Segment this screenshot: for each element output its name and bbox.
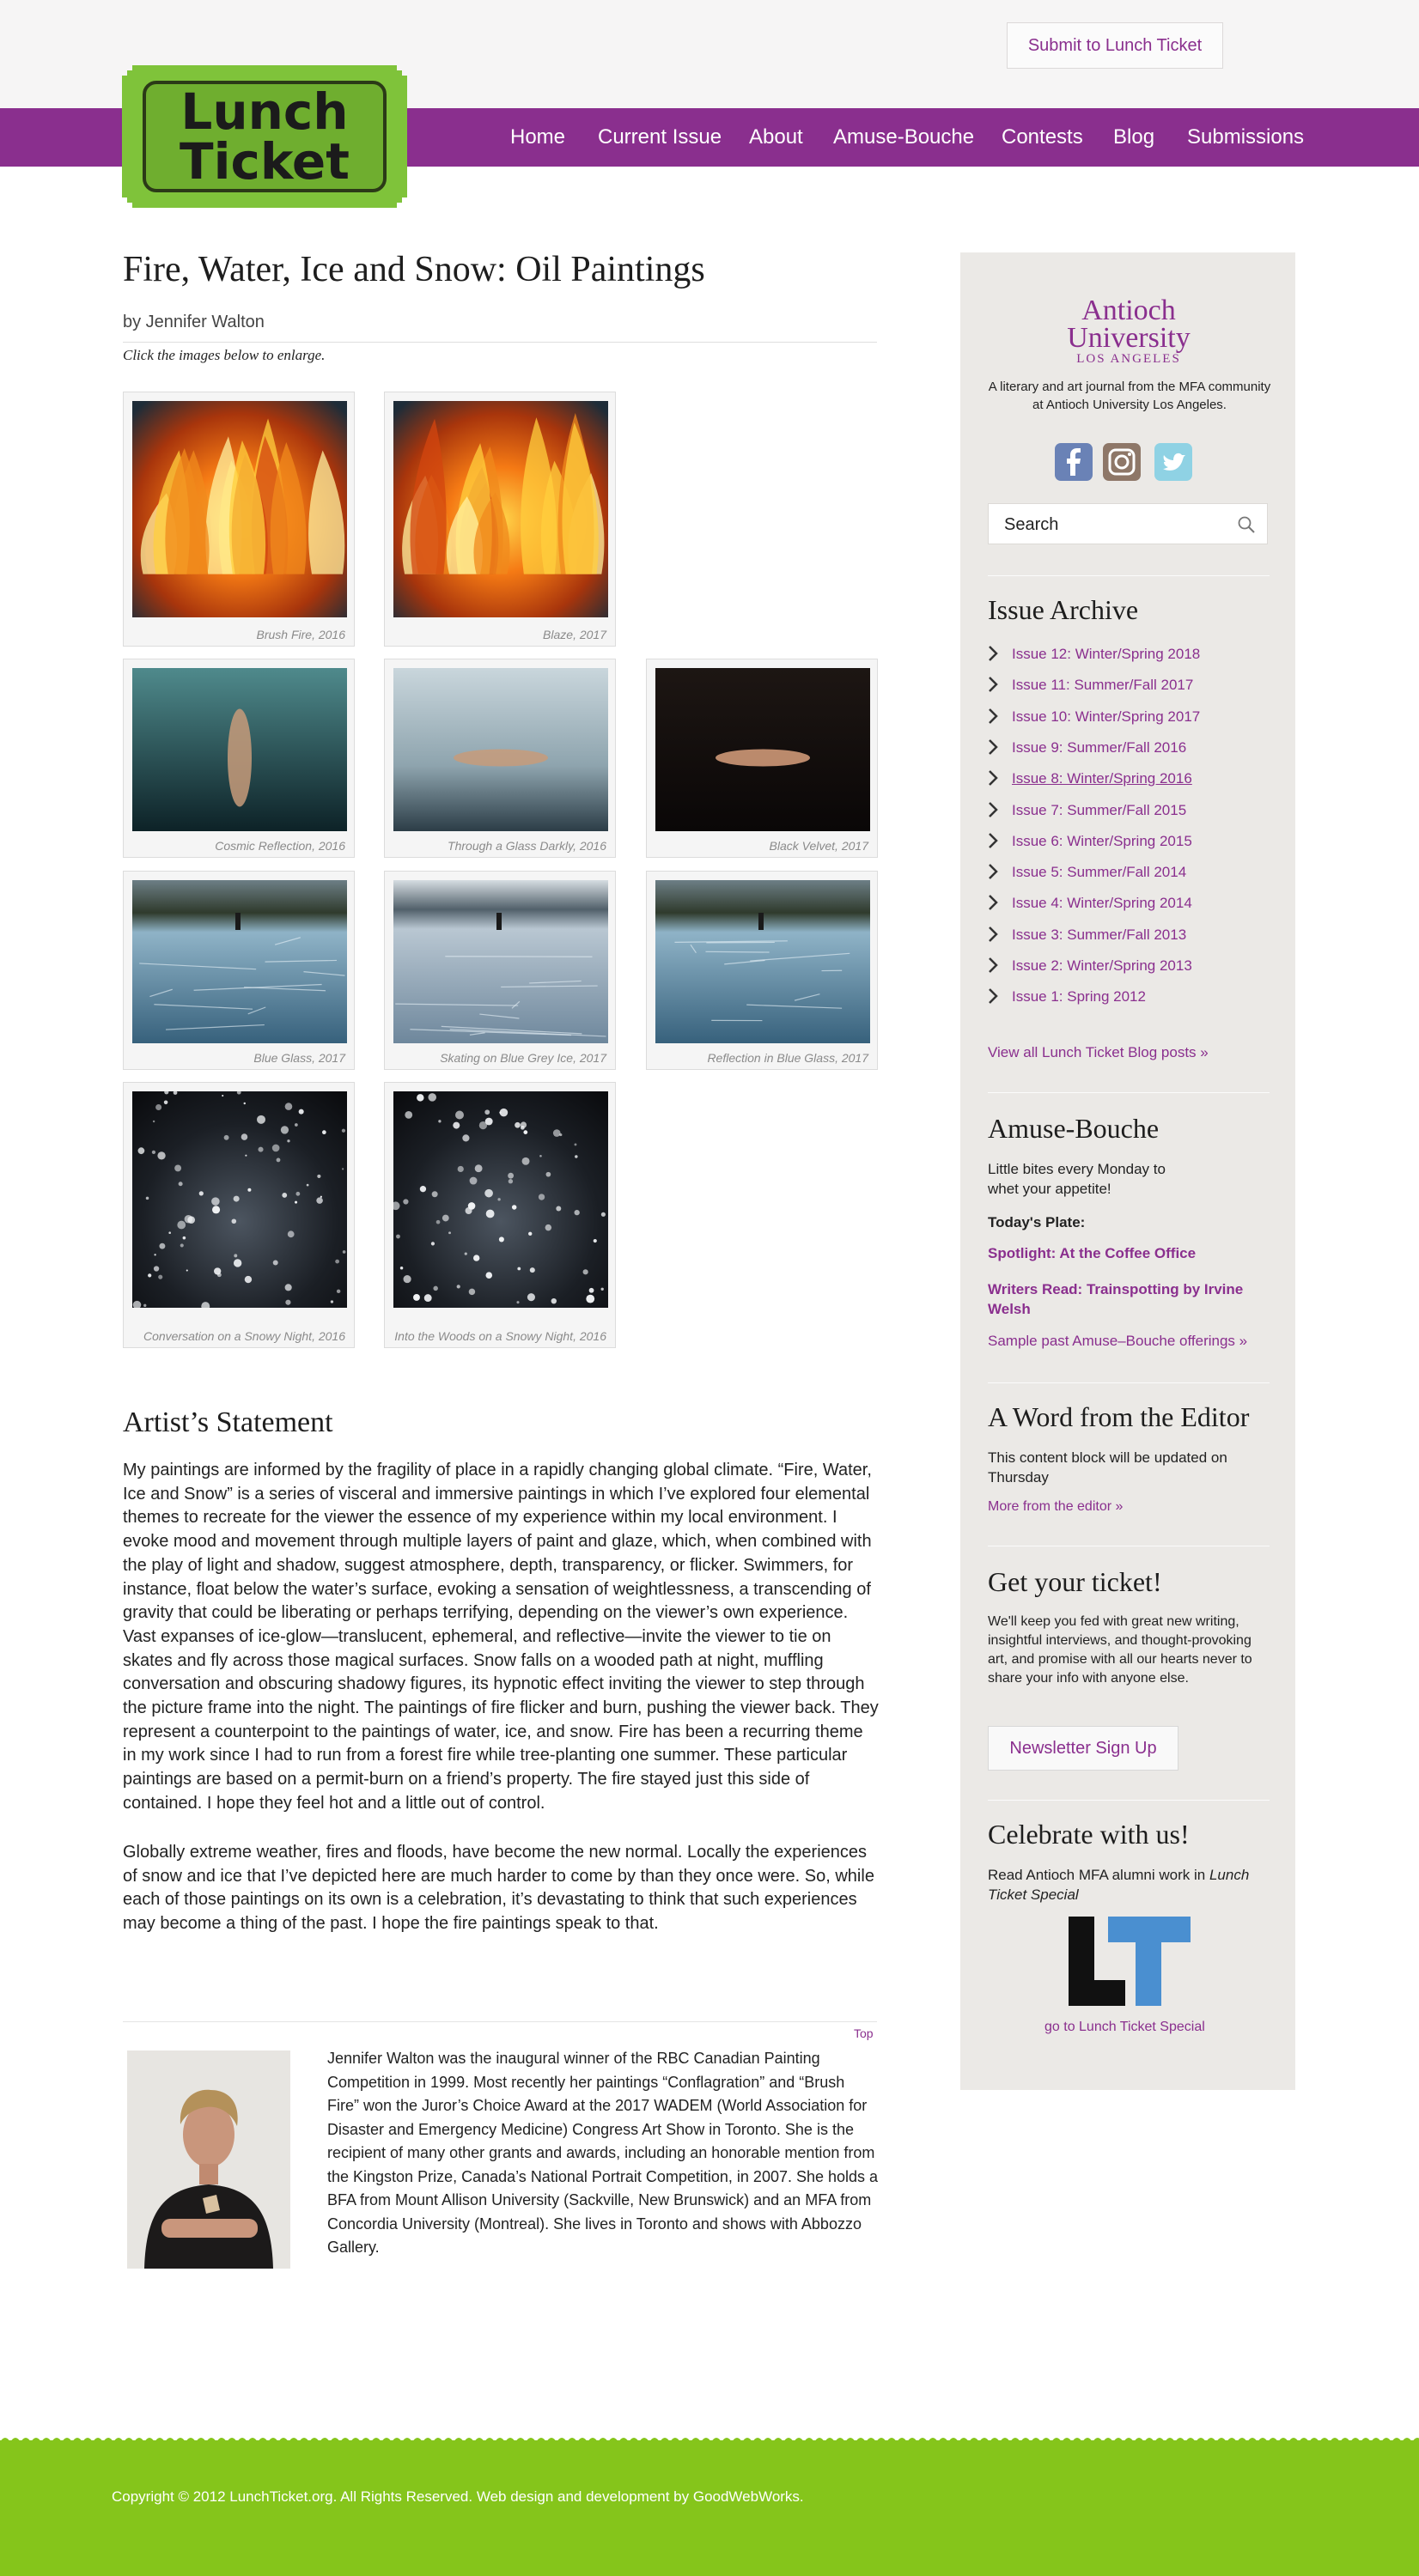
- chevron-right-icon: [988, 988, 998, 1004]
- archive-item-label: Issue 7: Summer/Fall 2015: [1012, 801, 1187, 818]
- plate-link-2[interactable]: Writers Read: Trainspotting by Irvine Welsh: [988, 1281, 1244, 1317]
- page-title: Fire, Water, Ice and Snow: Oil Paintings: [123, 250, 705, 289]
- celebrate-text: Read Antioch MFA alumni work in Lunch Ticket Special: [988, 1867, 1250, 1903]
- gallery-caption: Black Velvet, 2017: [769, 839, 868, 853]
- chevron-right-icon: [988, 895, 998, 910]
- ticket-heading: Get your ticket!: [988, 1566, 1162, 1597]
- archive-item-label: Issue 5: Summer/Fall 2014: [1012, 864, 1187, 881]
- author-bio: Jennifer Walton was the inaugural winner of the RBC Canadian Painting Competition in 1999. Most recently her paintings “Conflagration” and “Brush Fire” won the Juror’s Choice Award at the 2017 WADEM (World Association for Disaster and Emergency Medicine) Congress Art Show in Toronto. She is the recipient of many other grants and awards, including an honorable mention from the Kingston Prize, Canada’s National Portrait Competition, in 2007. She holds a BFA from Mount Allison University (Sackville, New Brunswick) and an MFA from Concordia University (Montreal). She lives in Toronto and shows with Abbozzo Gallery.: [327, 2050, 879, 2256]
- enlarge-note: Click the images below to enlarge.: [123, 347, 326, 363]
- ticket-text: We'll keep you fed with great new writing, insightful interviews, and thought-provoking art, and promise with all our hearts never to share your info with anyone else.: [988, 1614, 1252, 1686]
- chevron-right-icon: [988, 864, 998, 879]
- gallery-thumbnail[interactable]: [123, 392, 355, 647]
- nav-amuse-bouche[interactable]: Amuse-Bouche: [833, 125, 975, 149]
- lunch-ticket-logo[interactable]: [122, 65, 407, 208]
- nav-contests[interactable]: Contests: [1002, 125, 1083, 149]
- amuse-bouche-text: Little bites every Monday to whet your appetite!: [988, 1161, 1166, 1197]
- gallery-thumbnail[interactable]: [384, 1082, 616, 1348]
- newsletter-signup-button[interactable]: Newsletter Sign Up: [988, 1726, 1178, 1771]
- lunch-ticket-special-link[interactable]: go to Lunch Ticket Special: [1044, 2020, 1205, 2034]
- editor-heading: A Word from the Editor: [988, 1401, 1250, 1432]
- journal-tagline: A literary and art journal from the MFA community at Antioch University Los Angeles.: [988, 380, 1271, 412]
- painting-image[interactable]: [393, 1091, 608, 1308]
- painting-image[interactable]: [132, 1091, 347, 1308]
- chevron-right-icon: [988, 739, 998, 755]
- search-box: [988, 503, 1268, 544]
- gallery-caption: Cosmic Reflection, 2016: [215, 839, 345, 853]
- top-link[interactable]: Top: [854, 2026, 874, 2040]
- painting-image[interactable]: [132, 668, 347, 831]
- gallery-thumbnail[interactable]: [123, 1082, 355, 1348]
- statement-paragraph-2: Globally extreme weather, fires and floods, have become the new normal. Locally the experiences of snow and ice that I’ve depicted here are much harder to come by than they once were. So, while each of those paintings on its own is a celebration, it’s devastating to think that such experiences may become a thing of the past. I hope the fire paintings speak to that.: [123, 1843, 874, 1934]
- sidebar-divider: [988, 1800, 1270, 1801]
- editor-link[interactable]: More from the editor »: [988, 1499, 1124, 1514]
- gallery-caption: Skating on Blue Grey Ice, 2017: [440, 1051, 606, 1065]
- footer: [0, 2440, 1419, 2576]
- search-icon[interactable]: [1238, 516, 1255, 533]
- chevron-right-icon: [988, 802, 998, 817]
- gallery-thumbnail[interactable]: [384, 659, 616, 858]
- painting-image[interactable]: [393, 401, 608, 617]
- nav-about[interactable]: About: [749, 125, 803, 149]
- statement-paragraph-1: My paintings are informed by the fragility of place in a rapidly changing global climate. “Fire, Water, Ice and Snow” is a series of visceral and immersive paintings in which I’ve explored four elemental themes to recreate for the viewer the essence of my experience within my local environment. I evoke mood and movement through multiple layers of paint and glaze, which, when combined with the play of light and shadow, suggest atmosphere, depth, transparency, or flicker. Swimmers, for instance, float below the water’s surface, evoking a sensation of weightlessness, a transcending of gravity that could be liberating or perhaps terrifying, depending on the viewer’s own experience. Vast expanses of ice-glow—translucent, ephemeral, and reflective—invite the viewer to tie on skates and fly across those magical surfaces. Snow falls on a wooded path at night, muffling conversation and obscuring shadowy figures, its hypnotic effect inviting the viewer to step through the picture frame into the night. The paintings of fire flicker and burn, pushing the viewer back. They represent a counterpoint to the paintings of water, ice, and snow. Fire has been a recurring theme in my work since I had to run from a forest fire while tree-planting one summer. These particular paintings are based on a permit-burn on a friend’s property. The fire stayed just this side of contained. I hope they feel hot and a little out of control.: [123, 1461, 879, 1813]
- svg-text:University: University: [1067, 322, 1191, 354]
- chevron-right-icon: [988, 833, 998, 848]
- gallery-caption: Through a Glass Darkly, 2016: [448, 839, 606, 853]
- painting-image[interactable]: [393, 880, 608, 1043]
- gallery-caption: Brush Fire, 2016: [256, 628, 345, 641]
- archive-heading: Issue Archive: [988, 594, 1139, 625]
- archive-item-label: Issue 4: Winter/Spring 2014: [1012, 895, 1192, 912]
- sidebar-divider: [988, 1382, 1270, 1383]
- gallery-caption: Reflection in Blue Glass, 2017: [707, 1051, 868, 1065]
- byline: by Jennifer Walton: [123, 313, 265, 331]
- nav-home[interactable]: Home: [510, 125, 566, 149]
- celebrate-heading: Celebrate with us!: [988, 1819, 1190, 1850]
- facebook-icon[interactable]: [1055, 443, 1093, 481]
- gallery-caption: Blaze, 2017: [543, 628, 606, 641]
- painting-image[interactable]: [132, 880, 347, 1043]
- gallery-thumbnail[interactable]: [384, 392, 616, 647]
- nav-submissions[interactable]: Submissions: [1187, 125, 1305, 149]
- instagram-icon[interactable]: [1103, 443, 1141, 481]
- todays-plate-label: Today's Plate:: [988, 1214, 1086, 1230]
- chevron-right-icon: [988, 677, 998, 692]
- gallery-thumbnail[interactable]: [123, 871, 355, 1070]
- gallery-caption: Into the Woods on a Snowy Night, 2016: [394, 1329, 606, 1343]
- painting-image[interactable]: [655, 668, 870, 831]
- nav-blog[interactable]: Blog: [1113, 125, 1155, 149]
- svg-text:LOS ANGELES: LOS ANGELES: [1076, 352, 1181, 366]
- antioch-university-logo[interactable]: [1044, 290, 1213, 368]
- chevron-right-icon: [988, 957, 998, 973]
- statement-heading: Artist’s Statement: [123, 1406, 333, 1438]
- gallery-caption: Conversation on a Snowy Night, 2016: [143, 1329, 345, 1343]
- twitter-icon[interactable]: [1154, 443, 1192, 481]
- archive-item-label: Issue 9: Summer/Fall 2016: [1012, 738, 1187, 756]
- chevron-right-icon: [988, 927, 998, 942]
- sidebar-divider: [988, 575, 1270, 576]
- chevron-right-icon: [988, 708, 998, 724]
- author-photo: [127, 2050, 290, 2269]
- archive-item-label: Issue 8: Winter/Spring 2016: [1012, 770, 1192, 787]
- gallery-thumbnail[interactable]: [384, 871, 616, 1070]
- archive-item-label: Issue 12: Winter/Spring 2018: [1012, 646, 1201, 662]
- chevron-right-icon: [988, 770, 998, 786]
- sidebar-divider: [988, 1092, 1270, 1093]
- painting-image[interactable]: [393, 668, 608, 831]
- lunch-ticket-special-logo[interactable]: [1069, 1917, 1191, 2006]
- gallery-thumbnail[interactable]: [123, 659, 355, 858]
- divider: [123, 2021, 877, 2022]
- editor-text: This content block will be updated on Thursday: [988, 1449, 1227, 1485]
- copyright-text: Copyright © 2012 LunchTicket.org. All Rights Reserved. Web design and development by GoodWebWorks.: [112, 2488, 804, 2505]
- svg-text:Lunch: Lunch: [180, 82, 349, 141]
- gallery-thumbnail[interactable]: [646, 871, 878, 1070]
- archive-item-label: Issue 6: Winter/Spring 2015: [1012, 832, 1192, 849]
- svg-text:Antioch: Antioch: [1081, 295, 1176, 326]
- blog-posts-link[interactable]: View all Lunch Ticket Blog posts »: [988, 1044, 1209, 1060]
- gallery-caption: Blue Glass, 2017: [253, 1051, 345, 1065]
- plate-link-1[interactable]: Spotlight: At the Coffee Office: [988, 1245, 1197, 1261]
- amuse-bouche-archive-link[interactable]: Sample past Amuse–Bouche offerings »: [988, 1333, 1248, 1349]
- chevron-right-icon: [988, 646, 998, 661]
- archive-item-label: Issue 11: Summer/Fall 2017: [1012, 677, 1194, 694]
- divider: [123, 342, 877, 343]
- submit-button[interactable]: Submit to Lunch Ticket: [1007, 22, 1223, 69]
- archive-item-label: Issue 2: Winter/Spring 2013: [1012, 957, 1192, 974]
- gallery-thumbnail[interactable]: [646, 659, 878, 858]
- amuse-bouche-heading: Amuse-Bouche: [988, 1113, 1160, 1144]
- painting-image[interactable]: [655, 880, 870, 1043]
- archive-item-label: Issue 3: Summer/Fall 2013: [1012, 926, 1187, 943]
- nav-current-issue[interactable]: Current Issue: [598, 125, 722, 149]
- archive-item-label: Issue 10: Winter/Spring 2017: [1012, 708, 1201, 725]
- search-input[interactable]: [1002, 512, 1229, 538]
- svg-text:Ticket: Ticket: [180, 132, 350, 191]
- painting-image[interactable]: [132, 401, 347, 617]
- archive-item-label: Issue 1: Spring 2012: [1012, 988, 1146, 1005]
